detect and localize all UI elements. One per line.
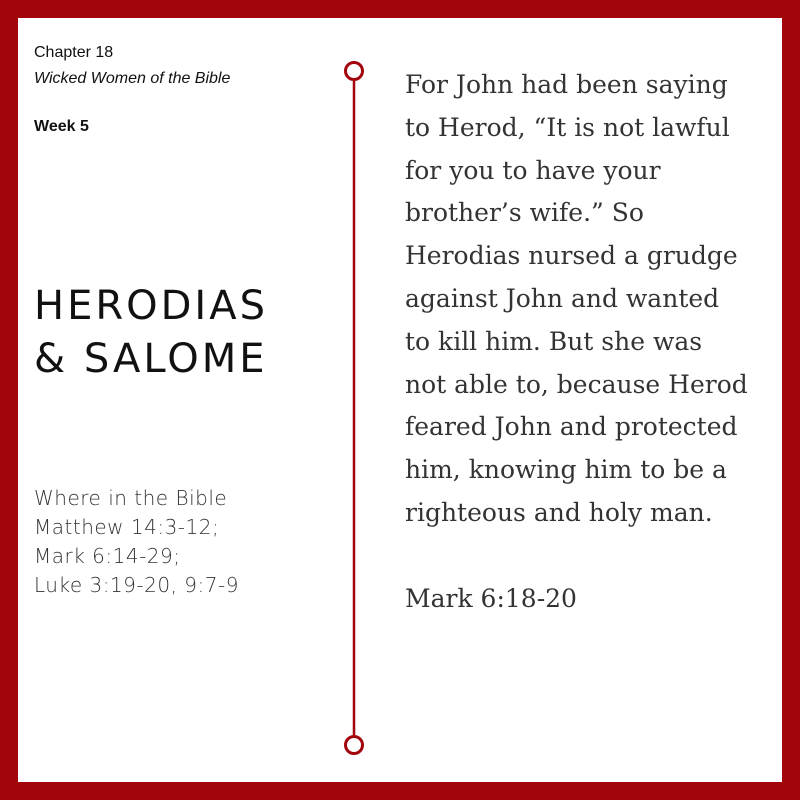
quote-line: For John had been saying	[405, 70, 728, 99]
divider-bottom-dot-icon	[346, 737, 363, 754]
scripture-quote	[405, 64, 770, 535]
title-line-1: HERODIAS	[34, 283, 268, 329]
quote-line: him, knowing him to be a	[405, 455, 727, 485]
quote-citation: Mark 6:18-20	[405, 584, 577, 613]
title-line-2: & SALOME	[34, 336, 268, 382]
header-block	[34, 40, 324, 140]
quote-line: feared John and protected	[405, 412, 738, 442]
reference-item: Mark 6:14-29;	[34, 544, 181, 568]
references-heading: Where in the Bible	[34, 486, 228, 510]
series-title: Wicked Women of the Bible	[34, 70, 231, 87]
quote-line: to kill him. But she was	[405, 326, 703, 356]
vertical-divider	[343, 60, 365, 756]
quote-line: to Herod, “It is not lawful	[405, 112, 730, 142]
quote-line: for you to have your	[405, 155, 661, 185]
quote-line: brother’s wife.” So	[405, 198, 644, 228]
page-title	[34, 280, 268, 386]
quote-line: righteous and holy man.	[405, 497, 713, 527]
quote-line: against John and wanted	[405, 283, 720, 313]
reference-item: Matthew 14:3-12;	[34, 515, 220, 539]
reference-item: Luke 3:19-20, 9:7-9	[34, 573, 239, 597]
bible-references	[34, 484, 239, 600]
quote-line: not able to, because Herod	[405, 369, 748, 399]
divider-top-dot-icon	[346, 63, 363, 80]
week-label: Week 5	[34, 118, 89, 135]
chapter-label: Chapter 18	[34, 44, 114, 61]
quote-line: Herodias nursed a grudge	[405, 241, 738, 271]
